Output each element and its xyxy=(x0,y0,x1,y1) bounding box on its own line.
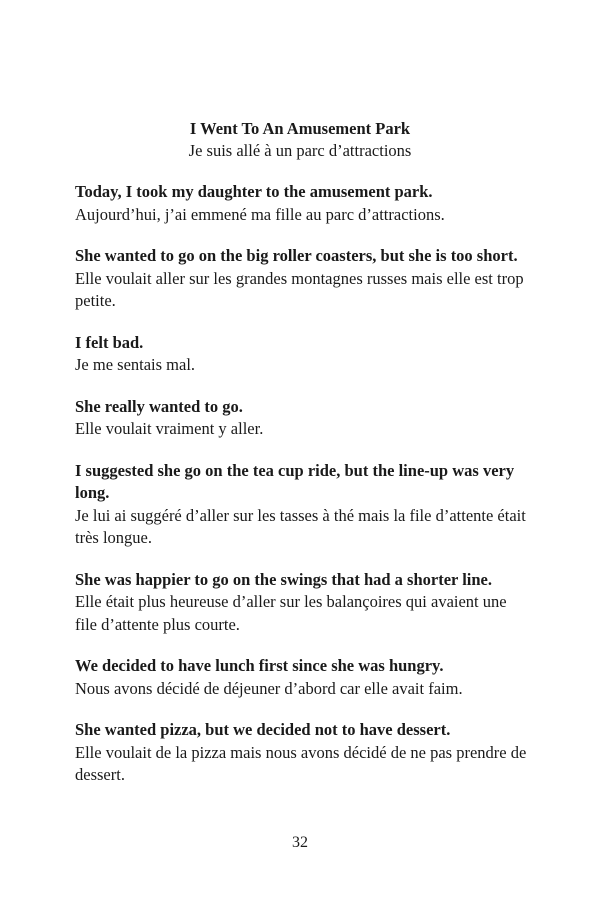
sentence-pair xyxy=(75,719,527,787)
sentence-english: She wanted pizza, but we decided not to have dessert. xyxy=(75,720,451,739)
sentence-pair xyxy=(75,245,527,313)
sentence-pair xyxy=(75,396,527,441)
sentence-french: Nous avons décidé de déjeuner d’abord car elle avait faim. xyxy=(75,678,463,698)
page-number: 32 xyxy=(292,834,308,851)
sentence-french: Je lui ai suggéré d’aller sur les tasses à thé mais la file d’attente était très longue. xyxy=(75,505,526,547)
sentence-english: Today, I took my daughter to the amusement park. xyxy=(75,182,433,201)
sentence-pair xyxy=(75,655,527,700)
sentence-french: Elle voulait vraiment y aller. xyxy=(75,419,264,438)
sentence-pair xyxy=(75,181,527,226)
sentence-english: We decided to have lunch first since she was hungry. xyxy=(75,656,444,675)
sentence-english: She was happier to go on the swings that had a shorter line. xyxy=(75,569,492,589)
sentence-french: Elle voulait aller sur les grandes montagnes russes mais elle est trop petite. xyxy=(75,268,524,310)
sentence-french: Je me sentais mal. xyxy=(75,355,196,374)
sentence-pair xyxy=(75,460,527,550)
sentence-english: She wanted to go on the big roller coasters, but she is too short. xyxy=(75,246,518,265)
sentence-french: Aujourd’hui, j’ai emmené ma fille au parc d’attractions. xyxy=(75,204,445,224)
sentence-french: Elle voulait de la pizza mais nous avons décidé de ne pas prendre de dessert. xyxy=(75,742,527,784)
story-title-french: Je suis allé à un parc d’attractions xyxy=(188,141,412,160)
sentence-french: Elle était plus heureuse d’aller sur les balançoires qui avaient une file d’attente plus courte. xyxy=(75,592,507,634)
sentence-pair xyxy=(75,569,527,637)
sentence-english: I suggested she go on the tea cup ride, but the line-up was very long. xyxy=(75,460,515,502)
sentence-list xyxy=(75,181,527,806)
sentence-english: She really wanted to go. xyxy=(75,396,243,416)
story-title-block xyxy=(0,118,600,162)
sentence-english: I felt bad. xyxy=(75,332,144,352)
story-title-english: I Went To An Amusement Park xyxy=(189,119,411,138)
sentence-pair xyxy=(75,332,527,377)
